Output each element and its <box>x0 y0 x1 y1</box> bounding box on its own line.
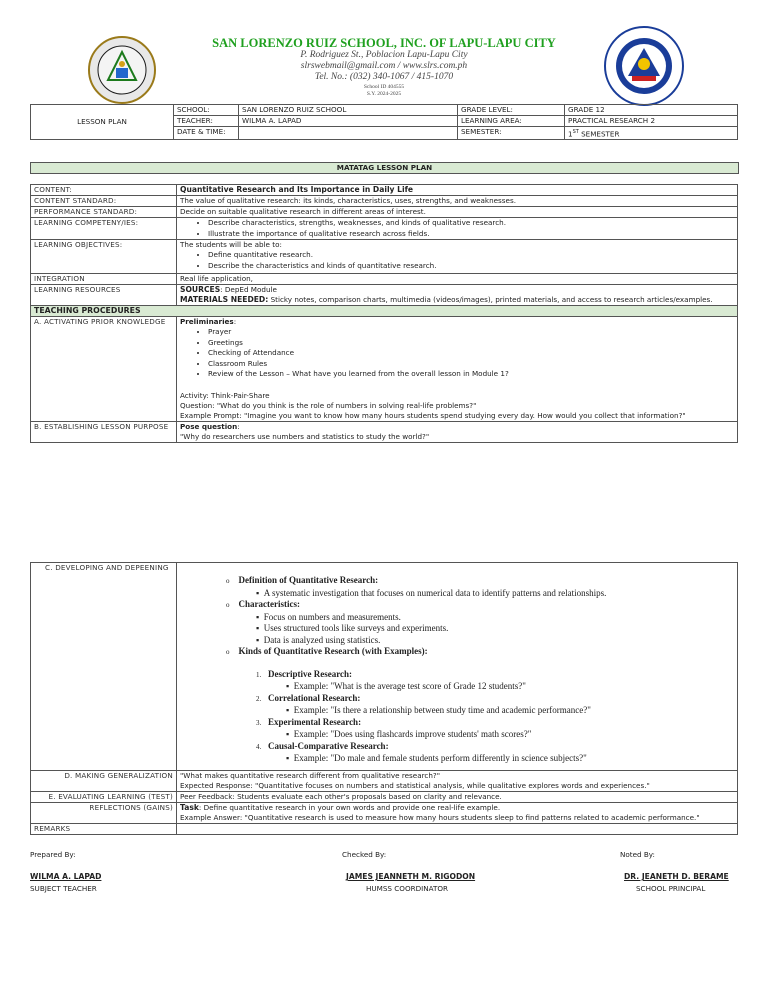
lesson-purpose-label: B. ESTABLISHING LESSON PURPOSE <box>31 421 177 442</box>
grade-value: GRADE 12 <box>565 105 738 116</box>
school-name: SAN LORENZO RUIZ SCHOOL, INC. OF LAPU-LAPU CITY <box>212 36 556 50</box>
pose-question-value: "Why do researchers use numbers and statistics to study the world?" <box>180 431 430 441</box>
list-item: • Greetings <box>208 338 734 349</box>
teacher-value: WILMA A. LAPAD <box>239 116 458 127</box>
lesson-purpose-cell: Pose question: "Why do researchers use numbers and statistics to study the world?" <box>177 421 738 442</box>
lesson-plan-table-continued <box>30 562 738 835</box>
list-item: • Describe characteristics, strengths, weaknesses, and kinds of qualitative research. <box>208 218 734 229</box>
prepared-by-name: WILMA A. LAPAD <box>30 872 102 881</box>
noted-by-title: SCHOOL PRINCIPAL <box>636 884 706 893</box>
content-value: Quantitative Research and Its Importance in Daily Life <box>177 185 738 196</box>
developing-deepening-label: C. DEVELOPING AND DEPEENING <box>31 563 177 771</box>
teacher-label: TEACHER: <box>174 116 239 127</box>
performance-standard-label: PERFORMANCE STANDARD: <box>31 207 177 218</box>
content-label: CONTENT: <box>31 185 177 196</box>
question-line: Question: "What do you think is the role of numbers in solving real-life problems?" <box>180 400 477 410</box>
objectives-cell <box>177 240 738 274</box>
semester-value: 1ST SEMESTER <box>565 127 738 140</box>
developing-deepening-cell: o Definition of Quantitative Research: ▪ A systematic investigation that focuses on numerical data to identify patterns and relationships. o Characteristics: ▪ Focus on numbers and measurements. ▪ Uses structured tools like surveys and experiments. ▪ Data is analyzed using statistics. o Kinds of Quantitative Research (with Examples): 1. Descriptive Research: ▪ Example: "What is the average test score of Grade 12 students?" 2. Correlational Research: ▪ Example: "Is there a relationship between study time and academic performance?" 3. Experimental Research: ▪ Example: "Does using flashcards improve students' math scores?" 4. Causal-Comparative Research: ▪ Example: "Do male and female students perform differently in science subjects?" <box>177 563 738 771</box>
kind-example: Example: "Does using flashcards improve students' math scores?" <box>293 729 532 739</box>
list-item: Focus on numbers and measurements. <box>263 611 401 622</box>
date-label: DATE & TIME: <box>174 127 239 140</box>
resources-label: LEARNING RESOURCES <box>31 285 177 306</box>
kind-title: Causal-Comparative Research: <box>268 740 389 751</box>
resources-cell <box>177 285 738 306</box>
noted-by-label: Noted By: <box>620 850 655 859</box>
lesson-info-table <box>30 104 738 140</box>
activity-line: Activity: Think-Pair-Share <box>180 390 270 400</box>
objectives-label: LEARNING OBJECTIVES: <box>31 240 177 274</box>
kinds-heading: Kinds of Quantitative Research (with Examples): <box>238 646 428 656</box>
list-item: Uses structured tools like surveys and experiments. <box>263 623 449 633</box>
noted-by-name: DR. JEANETH D. BERAME <box>624 872 729 881</box>
sources-label: SOURCES <box>180 285 221 294</box>
making-generalization-label: D. MAKING GENERALIZATION <box>31 771 177 792</box>
prepared-by-label: Prepared By: <box>30 850 76 859</box>
school-label: SCHOOL: <box>174 105 239 116</box>
school-telephone: Tel. No.: (032) 340-1067 / 415-1070 <box>314 72 454 82</box>
list-item: • Describe the characteristics and kinds of quantitative research. <box>208 261 734 272</box>
learning-area-value: PRACTICAL RESEARCH 2 <box>565 116 738 127</box>
school-address: P. Rodriguez St., Poblacion Lapu-Lapu City <box>300 50 468 60</box>
school-id: School ID 404555 <box>363 84 405 90</box>
list-item: • Define quantitative research. <box>208 250 734 261</box>
semester-label: SEMESTER: <box>458 127 565 140</box>
example-answer: Example Answer: "Quantitative research is used to measure how many hours students sleep to find patterns related to academic performance." <box>180 813 700 822</box>
learning-area-label: LEARNING AREA: <box>458 116 565 127</box>
prepared-by-title: SUBJECT TEACHER <box>30 884 97 893</box>
pose-question-heading: Pose question <box>180 421 238 431</box>
evaluating-learning-value: Peer Feedback: Students evaluate each other's proposals based on clarity and relevance. <box>177 792 738 803</box>
list-item: • Illustrate the importance of qualitative research across fields. <box>208 229 734 240</box>
task-value: : Define quantitative research in your own words and provide one real-life example. <box>198 803 501 812</box>
kind-example: Example: "What is the average test score of Grade 12 students?" <box>293 681 526 691</box>
activating-prior-knowledge-label: A. ACTIVATING PRIOR KNOWLEDGE <box>31 317 177 422</box>
checked-by-label: Checked By: <box>342 850 387 859</box>
generalization-question: "What makes quantitative research different from qualitative research?" <box>180 771 441 780</box>
lesson-plan-table <box>30 184 738 443</box>
sources-value: : DepEd Module <box>220 285 277 294</box>
materials-value: Sticky notes, comparison charts, multimedia (videos/images), printed materials, and access to research articles/examples. <box>268 295 713 304</box>
grade-label: GRADE LEVEL: <box>458 105 565 116</box>
making-generalization-cell <box>177 771 738 792</box>
list-item: • Prayer <box>208 327 734 338</box>
definition-text: A systematic investigation that focuses on numerical data to identify patterns and relationships. <box>263 587 607 598</box>
teaching-procedures-heading: TEACHING PROCEDURES <box>31 306 738 317</box>
materials-label: MATERIALS NEEDED: <box>180 295 269 304</box>
school-value: SAN LORENZO RUIZ SCHOOL <box>239 105 458 116</box>
task-label: Task <box>180 803 199 812</box>
competency-list <box>177 218 738 240</box>
characteristics-heading: Characteristics: <box>238 599 300 609</box>
kind-title: Experimental Research: <box>268 716 362 727</box>
kind-example: Example: "Do male and female students perform differently in science subjects?" <box>293 753 587 763</box>
content-standard-value: The value of qualitative research: its kinds, characteristics, uses, strengths, and weaknesses. <box>177 196 738 207</box>
kind-title: Descriptive Research: <box>268 668 353 679</box>
school-year: S.Y. 2024-2025 <box>366 91 402 97</box>
remarks-value <box>177 824 738 835</box>
matatag-title: MATATAG LESSON PLAN <box>30 162 739 174</box>
school-email-website: slrswebmail@gmail.com / www.slrs.com.ph <box>300 61 468 71</box>
definition-heading: Definition of Quantitative Research: <box>238 575 379 585</box>
list-item: • Classroom Rules <box>208 359 734 370</box>
reflections-cell <box>177 803 738 824</box>
date-value <box>239 127 458 140</box>
objectives-intro: The students will be able to: <box>180 240 282 249</box>
example-prompt-line: Example Prompt: "Imagine you want to know how many hours students spend studying every day. How would you collect that information?" <box>180 410 686 420</box>
kind-title: Correlational Research: <box>268 692 361 703</box>
integration-value: Real life application, <box>177 274 738 285</box>
evaluating-learning-label: E. EVALUATING LEARNING (TEST) <box>31 792 177 803</box>
generalization-response: Expected Response: "Quantitative focuses on numbers and statistical analysis, while qualitative explores words and experiences." <box>180 781 650 790</box>
preliminaries-heading: Preliminaries <box>180 317 234 326</box>
list-item: • Review of the Lesson – What have you learned from the overall lesson in Module 1? <box>208 369 734 380</box>
remarks-label: REMARKS <box>31 824 177 835</box>
list-item: Data is analyzed using statistics. <box>263 634 381 645</box>
activating-prior-knowledge-cell: Preliminaries: • Prayer • Greetings • Checking of Attendance • Classroom Rules • Review of the Lesson – What have you learned from the overall lesson in Module 1? Activity: Think-Pair-Share Question: "What do you think is the role of numbers in solving real-life problems?" Example Prompt: "Imagine you want to know how many hours students spend studying every day. How would you collect that information?" <box>177 317 738 422</box>
reflections-label: REFLECTIONS (GAINS) <box>31 803 177 824</box>
kind-example: Example: "Is there a relationship between study time and academic performance?" <box>293 705 591 715</box>
checked-by-name: JAMES JEANNETH M. RIGODON <box>346 872 476 881</box>
content-standard-label: CONTENT STANDARD: <box>31 196 177 207</box>
integration-label: INTEGRATION <box>31 274 177 285</box>
list-item: • Checking of Attendance <box>208 348 734 359</box>
checked-by-title: HUMSS COORDINATOR <box>366 884 449 893</box>
performance-standard-value: Decide on suitable qualitative research in different areas of interest. <box>177 207 738 218</box>
lesson-plan-label: LESSON PLAN <box>31 105 174 140</box>
competency-label: LEARNING COMPETENY/IES: <box>31 218 177 240</box>
